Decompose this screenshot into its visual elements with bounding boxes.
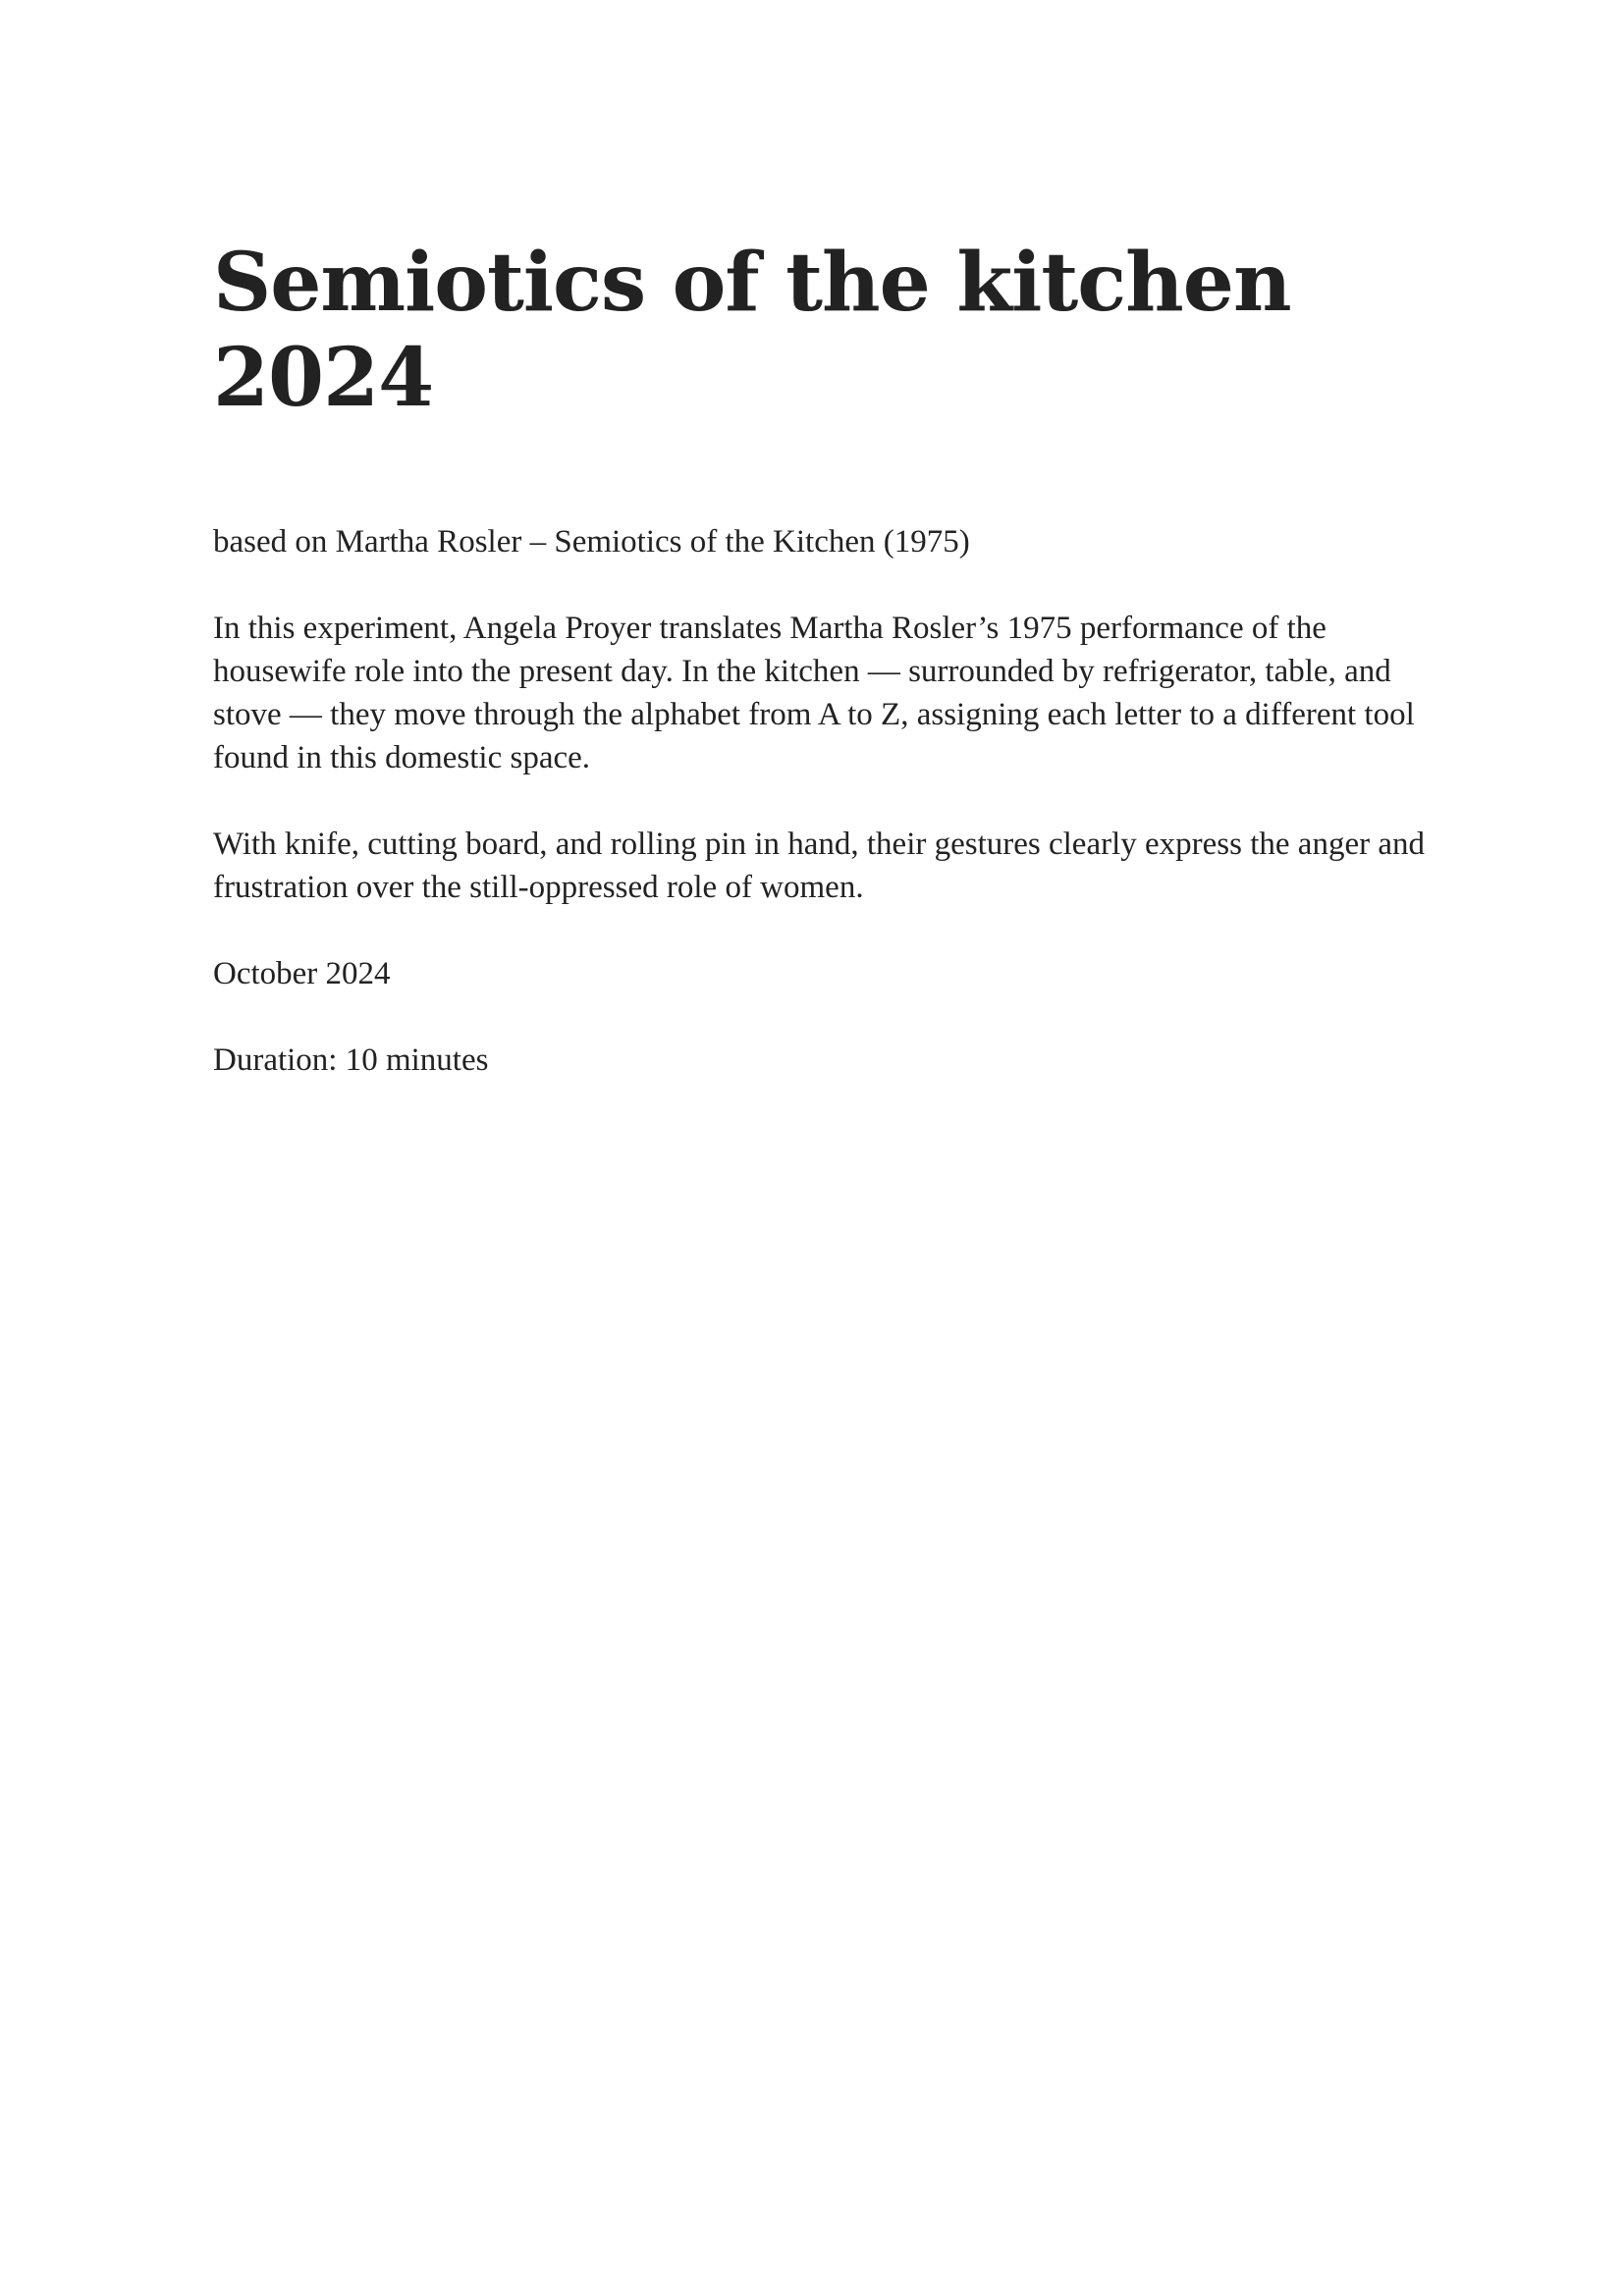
document-body xyxy=(213,520,1450,1082)
paragraph-description: In this experiment, Angela Proyer translates Martha Rosler’s 1975 performance of the housewife role into the present day. In the kitchen — surrounded by refrigerator, table, and stove — they move through the alphabet from A to Z, assigning each letter to a different tool found in this domestic space. xyxy=(213,611,1415,775)
title-line-1: Semiotics of the kitchen xyxy=(213,236,1291,330)
subtitle: based on Martha Rosler – Semiotics of the Kitchen (1975) xyxy=(213,524,970,560)
document-title xyxy=(213,236,1450,426)
duration-text: Duration: 10 minutes xyxy=(213,1042,489,1078)
title-line-2: 2024 xyxy=(213,331,434,425)
paragraph-gestures: With knife, cutting board, and rolling pin in hand, their gestures clearly express the anger and frustration over the still-oppressed role of women. xyxy=(213,827,1425,905)
date-text: October 2024 xyxy=(213,956,391,991)
